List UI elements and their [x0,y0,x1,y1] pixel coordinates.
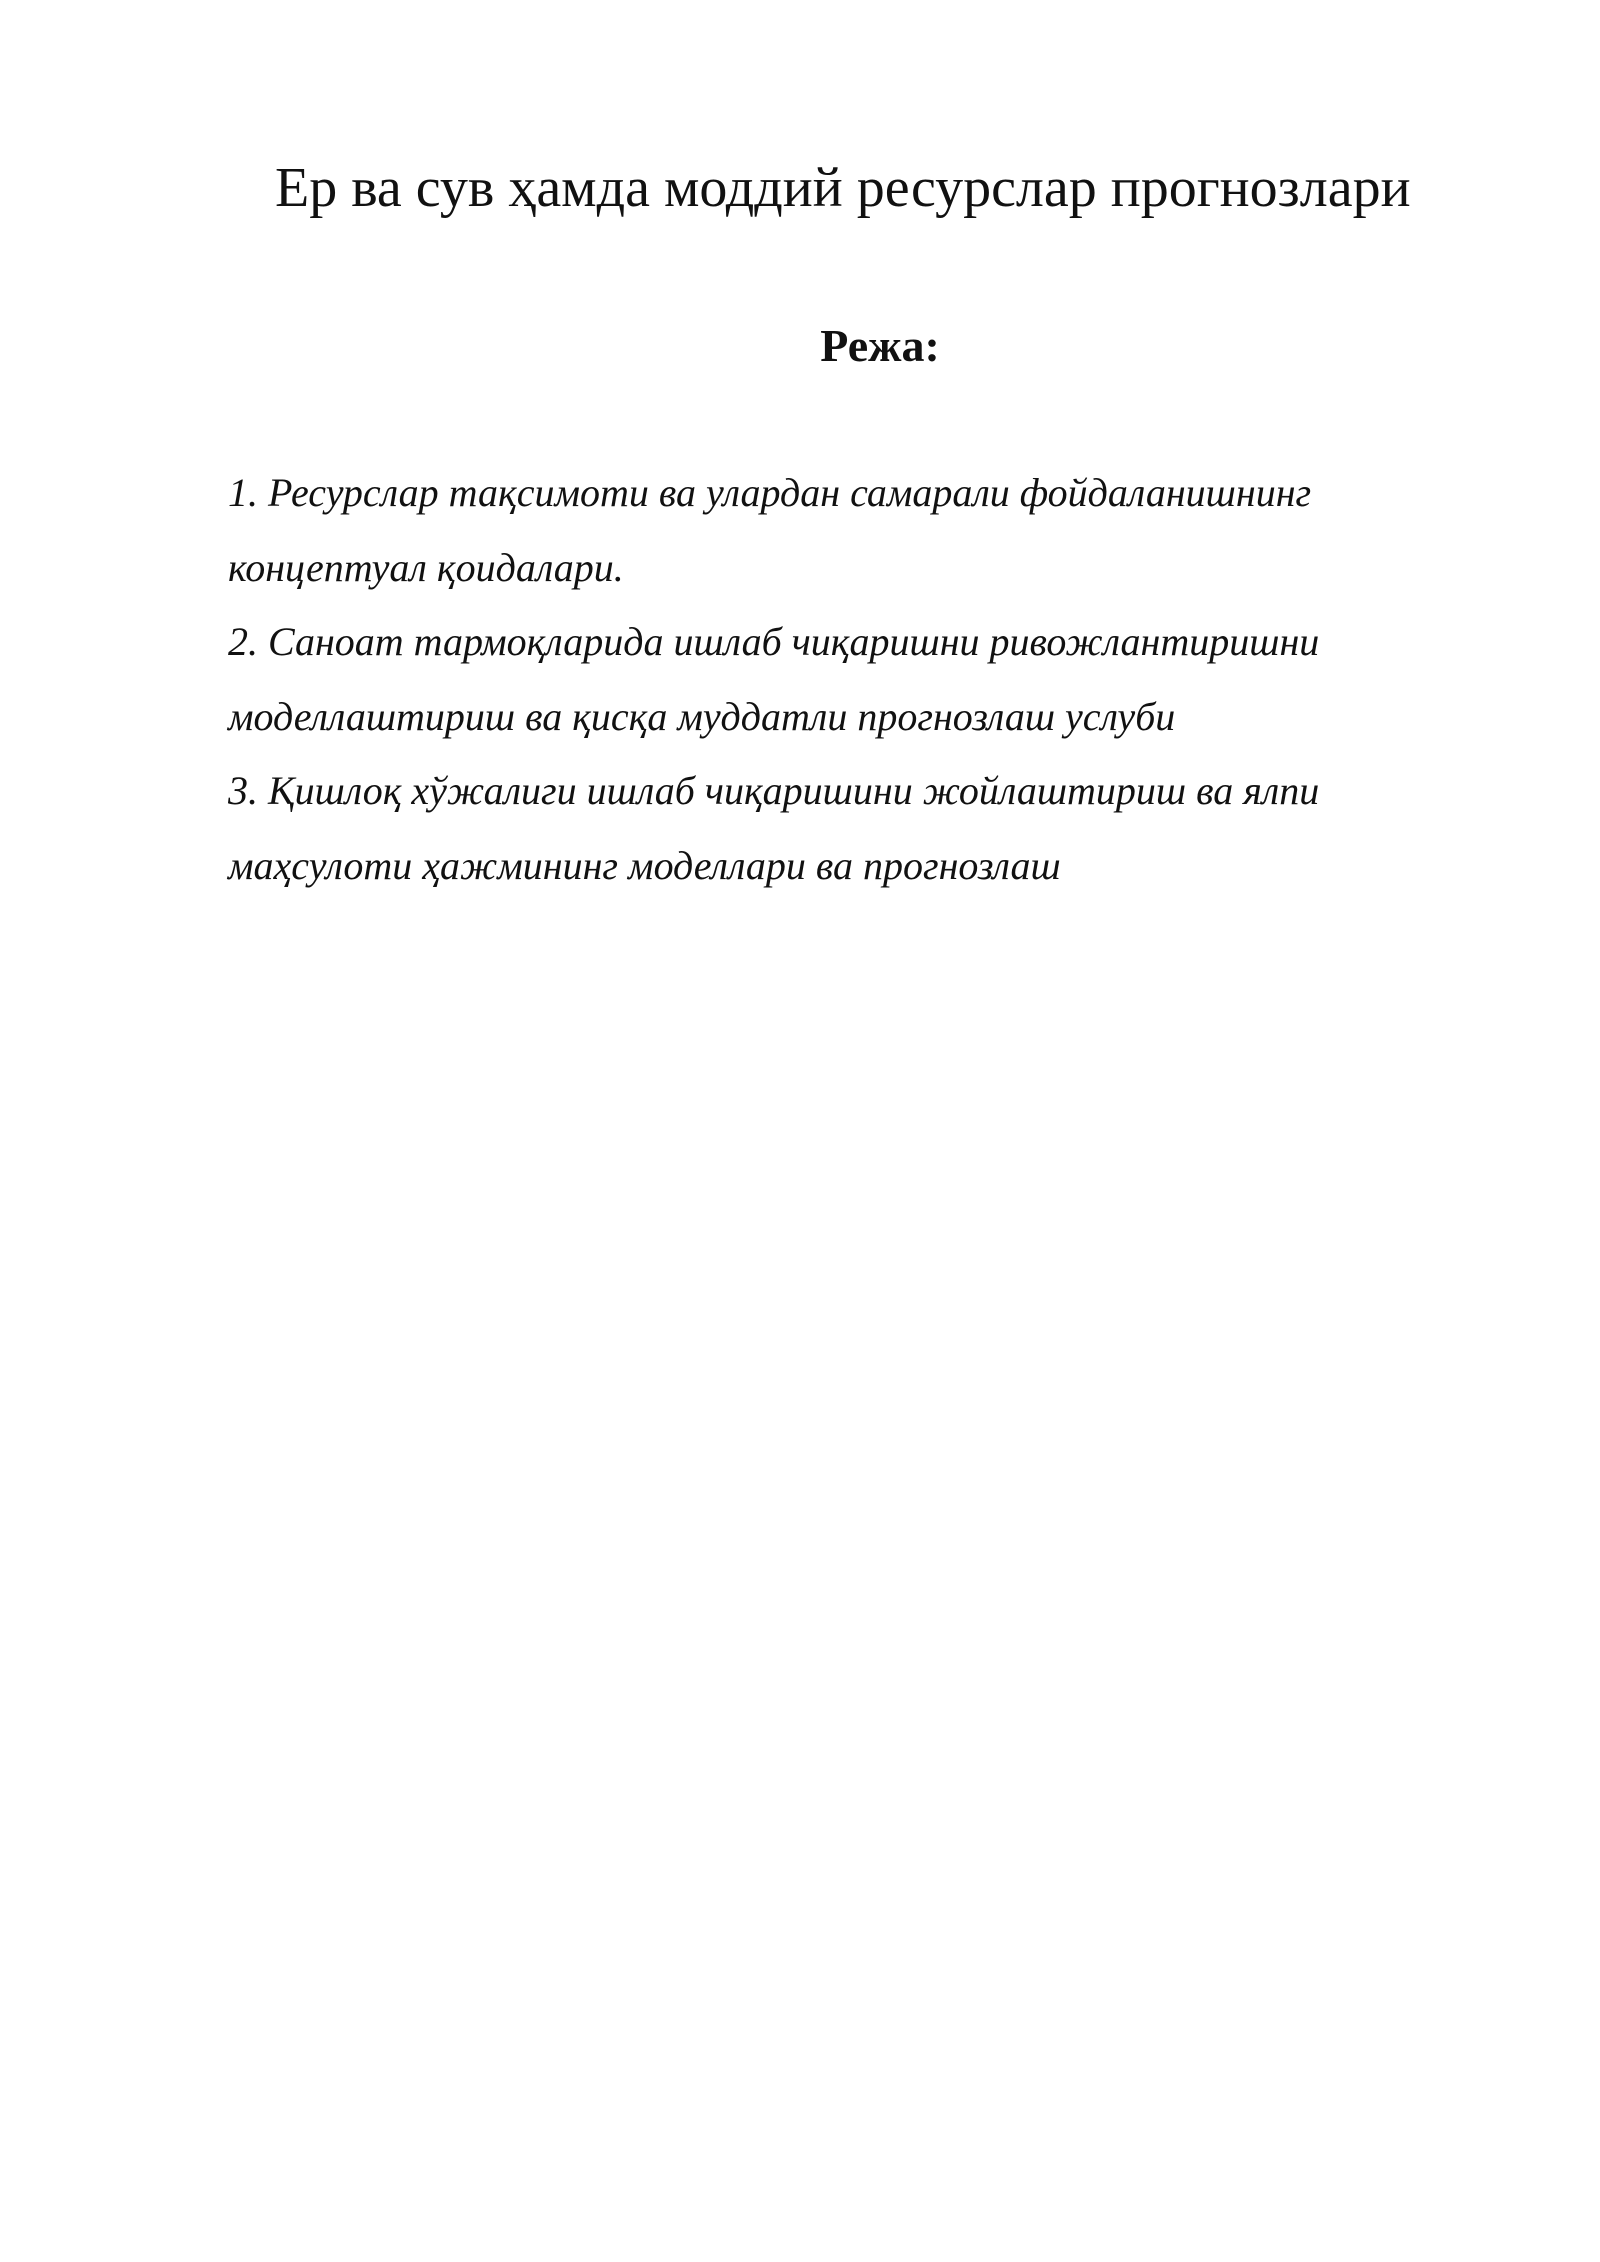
plan-item-2 [228,605,1458,754]
plan-item-text: Ресурслар тақсимоти ва улардан самарали фойдаланишнинг концептуал қоидалари. [228,470,1312,590]
plan-item-number: 2. [228,619,258,664]
document-title: Ер ва сув ҳамда моддий ресурслар прогнозлари [275,157,1411,219]
plan-item-number: 3. [228,768,258,813]
plan-item-3 [228,754,1458,903]
plan-heading: Режа: [820,320,940,371]
plan-list [228,456,1458,903]
plan-item-text: Саноат тармоқларида ишлаб чиқаришни ривожлантиришни моделлаштириш ва қисқа муддатли прогнозлаш услуби [228,619,1320,739]
plan-item-number: 1. [228,470,258,515]
plan-item-1 [228,456,1458,605]
plan-item-text: Қишлоқ хўжалиги ишлаб чиқаришини жойлаштириш ва ялпи маҳсулоти ҳажмининг моделлари ва прогнозлаш [228,768,1320,888]
